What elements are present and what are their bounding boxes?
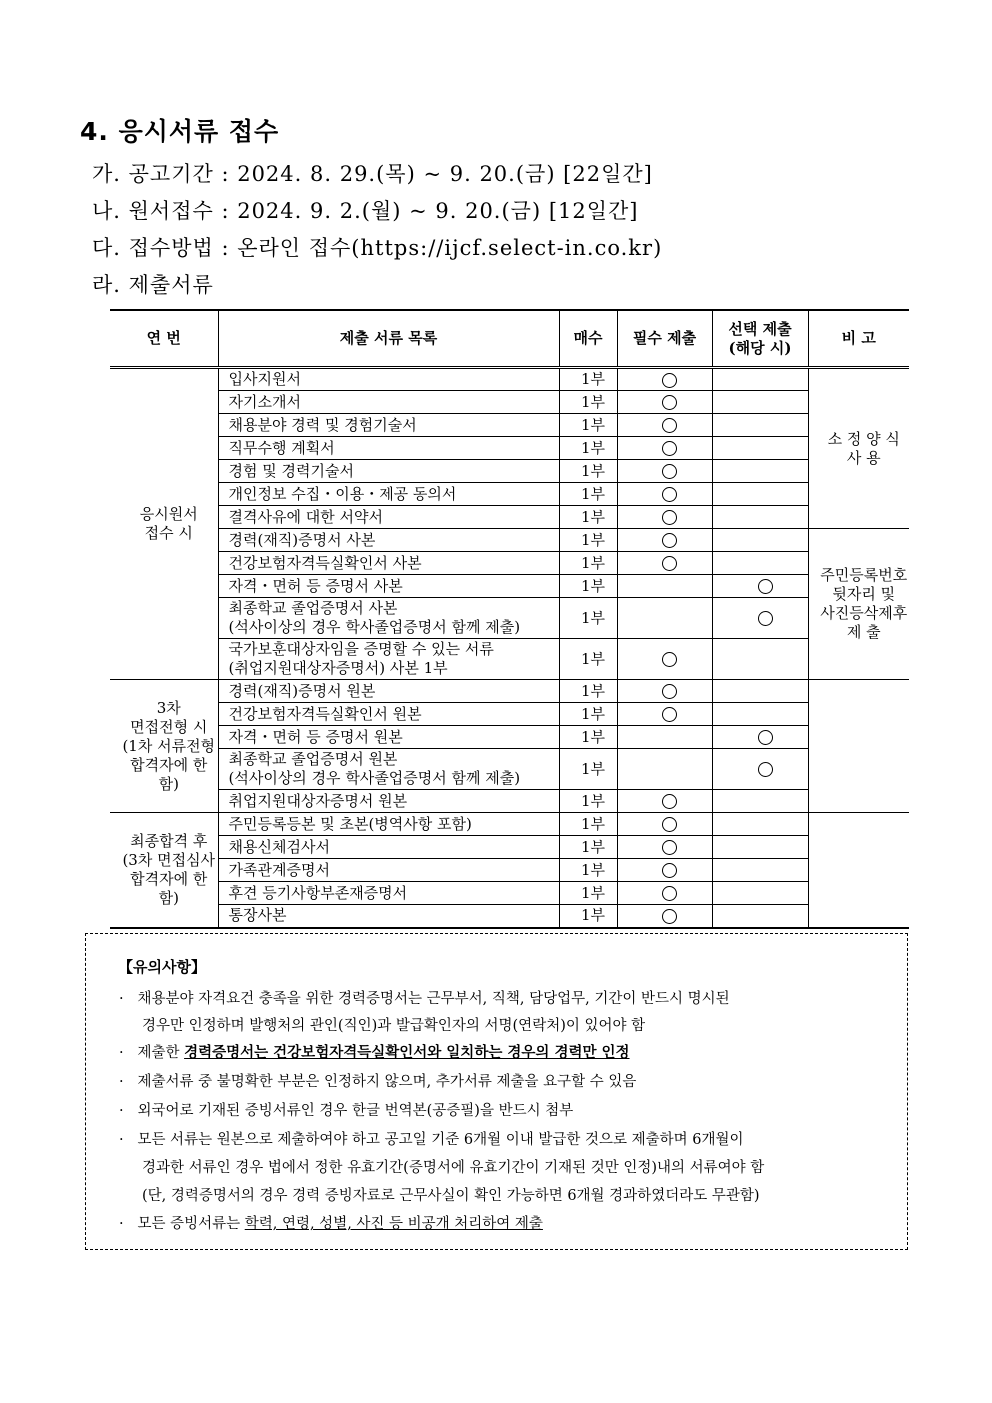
notice-title: 【유의사항】 (118, 958, 206, 976)
circle-mark (662, 817, 677, 832)
circle-mark (662, 707, 677, 722)
table-row (110, 813, 909, 836)
notice-item: · 제출한 경력증명서는 건강보험자격득실확인서와 일치하는 경우의 경력만 인정 (119, 1044, 630, 1061)
circle-mark (662, 418, 677, 433)
optional-mark-cell (712, 437, 808, 460)
table-header-row (110, 310, 909, 368)
table-row (110, 437, 909, 460)
table-row (110, 790, 909, 813)
document-name: 채용신체검사서 (218, 836, 559, 859)
circle-mark (662, 395, 677, 410)
category-cell: 3차 면접전형 시 (1차 서류전형 합격자에 한함) (110, 680, 218, 813)
document-count: 1부 (559, 460, 617, 483)
document-count: 1부 (559, 813, 617, 836)
header-number: 연 번 (110, 310, 218, 368)
optional-mark-cell (712, 680, 808, 703)
document-name: 취업지원대상자증명서 원본 (218, 790, 559, 813)
required-mark-cell (617, 529, 712, 552)
header-optional: 선택 제출 (해당 시) (712, 310, 808, 368)
required-mark-cell (617, 790, 712, 813)
document-name: 자격・면허 등 증명서 원본 (218, 726, 559, 749)
circle-mark (662, 533, 677, 548)
circle-mark (662, 373, 677, 388)
header-document-list: 제출 서류 목록 (218, 310, 559, 368)
document-count: 1부 (559, 575, 617, 598)
document-count: 1부 (559, 391, 617, 414)
table-row (110, 859, 909, 882)
table-row (110, 905, 909, 928)
circle-mark (662, 441, 677, 456)
table-row (110, 506, 909, 529)
remark-cell: 주민등록번호 뒷자리 및 사진등삭제후 제 출 (808, 529, 909, 680)
table-row (110, 749, 909, 790)
circle-mark (758, 579, 773, 594)
required-mark-cell (617, 836, 712, 859)
optional-mark-cell (712, 882, 808, 905)
table-row (110, 882, 909, 905)
document-name: 자기소개서 (218, 391, 559, 414)
optional-mark-cell (712, 529, 808, 552)
optional-mark-cell (712, 460, 808, 483)
table-row (110, 368, 909, 391)
optional-mark-cell (712, 483, 808, 506)
document-count: 1부 (559, 859, 617, 882)
required-mark-cell (617, 575, 712, 598)
info-documents-heading: 라. 제출서류 (92, 273, 214, 297)
table-row (110, 703, 909, 726)
section-title: 4. 응시서류 접수 (80, 117, 280, 146)
document-count: 1부 (559, 639, 617, 680)
required-mark-cell (617, 506, 712, 529)
document-name: 후견 등기사항부존재증명서 (218, 882, 559, 905)
optional-mark-cell (712, 703, 808, 726)
circle-mark (662, 652, 677, 667)
circle-mark (662, 794, 677, 809)
document-name: 건강보험자격득실확인서 원본 (218, 703, 559, 726)
notice-item-continued: (단, 경력증명서의 경우 경력 증빙자료로 근무사실이 확인 가능하면 6개월 경과하였더라도 무관함) (142, 1188, 760, 1204)
document-count: 1부 (559, 552, 617, 575)
document-name: 직무수행 계획서 (218, 437, 559, 460)
notice-emphasis: 경력증명서는 건강보험자격득실확인서와 일치하는 경우의 경력만 인정 (184, 1044, 630, 1061)
circle-mark (662, 487, 677, 502)
required-mark-cell (617, 726, 712, 749)
optional-mark-cell (712, 813, 808, 836)
circle-mark (758, 730, 773, 745)
required-mark-cell (617, 552, 712, 575)
optional-mark-cell (712, 836, 808, 859)
document-count: 1부 (559, 749, 617, 790)
table-row (110, 680, 909, 703)
header-required: 필수 제출 (617, 310, 712, 368)
optional-mark-cell (712, 414, 808, 437)
document-count: 1부 (559, 368, 617, 391)
info-application-period: 나. 원서접수 : 2024. 9. 2.(월) ~ 9. 20.(금) [12일간] (92, 199, 639, 223)
document-name: 주민등록등본 및 초본(병역사항 포함) (218, 813, 559, 836)
circle-mark (662, 840, 677, 855)
document-name: 통장사본 (218, 905, 559, 928)
optional-mark-cell (712, 575, 808, 598)
header-count: 매수 (559, 310, 617, 368)
document-name: 경력(재직)증명서 원본 (218, 680, 559, 703)
required-mark-cell (617, 749, 712, 790)
category-cell: 최종합격 후 (3차 면접심사 합격자에 한함) (110, 813, 218, 928)
document-count: 1부 (559, 790, 617, 813)
required-mark-cell (617, 639, 712, 680)
table-row (110, 575, 909, 598)
circle-mark (662, 510, 677, 525)
notice-item: · 모든 서류는 원본으로 제출하여야 하고 공고일 기준 6개월 이내 발급한 것으로 제출하며 6개월이 (119, 1132, 744, 1148)
notice-item: · 외국어로 기재된 증빙서류인 경우 한글 번역본(공증필)을 반드시 첨부 (119, 1103, 574, 1119)
required-mark-cell (617, 598, 712, 639)
info-announcement-period: 가. 공고기간 : 2024. 8. 29.(목) ~ 9. 20.(금) [22일간] (92, 162, 653, 186)
required-mark-cell (617, 460, 712, 483)
required-mark-cell (617, 703, 712, 726)
circle-mark (758, 762, 773, 777)
document-count: 1부 (559, 836, 617, 859)
required-mark-cell (617, 882, 712, 905)
optional-mark-cell (712, 391, 808, 414)
table-row (110, 414, 909, 437)
document-count: 1부 (559, 680, 617, 703)
document-count: 1부 (559, 905, 617, 928)
document-name: 최종학교 졸업증명서 원본 (석사이상의 경우 학사졸업증명서 함께 제출) (218, 749, 559, 790)
circle-mark (662, 909, 677, 924)
required-mark-cell (617, 414, 712, 437)
documents-table (110, 309, 909, 929)
document-name: 건강보험자격득실확인서 사본 (218, 552, 559, 575)
circle-mark (662, 886, 677, 901)
optional-mark-cell (712, 749, 808, 790)
optional-mark-cell (712, 552, 808, 575)
remark-cell (808, 680, 909, 813)
table-row (110, 836, 909, 859)
circle-mark (662, 684, 677, 699)
document-name: 개인정보 수집・이용・제공 동의서 (218, 483, 559, 506)
remark-cell (808, 813, 909, 928)
document-count: 1부 (559, 529, 617, 552)
notice-item: · 제출서류 중 불명확한 부분은 인정하지 않으며, 추가서류 제출을 요구할 수 있음 (119, 1074, 637, 1090)
info-application-method: 다. 접수방법 : 온라인 접수(https://ijcf.select-in.co.kr) (92, 236, 663, 260)
circle-mark (758, 611, 773, 626)
table-row (110, 639, 909, 680)
optional-mark-cell (712, 905, 808, 928)
optional-mark-cell (712, 859, 808, 882)
required-mark-cell (617, 368, 712, 391)
document-name: 최종학교 졸업증명서 사본 (석사이상의 경우 학사졸업증명서 함께 제출) (218, 598, 559, 639)
optional-mark-cell (712, 506, 808, 529)
table-row (110, 598, 909, 639)
document-name: 경험 및 경력기술서 (218, 460, 559, 483)
document-name: 국가보훈대상자임을 증명할 수 있는 서류 (취업지원대상자증명서) 사본 1부 (218, 639, 559, 680)
required-mark-cell (617, 391, 712, 414)
table-row (110, 552, 909, 575)
document-count: 1부 (559, 506, 617, 529)
required-mark-cell (617, 680, 712, 703)
required-mark-cell (617, 813, 712, 836)
header-remarks: 비 고 (808, 310, 909, 368)
document-count: 1부 (559, 598, 617, 639)
optional-mark-cell (712, 790, 808, 813)
category-cell: 응시원서 접수 시 (110, 368, 218, 680)
document-count: 1부 (559, 882, 617, 905)
notice-item-continued: 경우만 인정하며 발행처의 관인(직인)과 발급확인자의 서명(연락처)이 있어야 함 (142, 1018, 646, 1034)
circle-mark (662, 863, 677, 878)
required-mark-cell (617, 437, 712, 460)
notice-item-continued: 경과한 서류인 경우 법에서 정한 유효기간(증명서에 유효기간이 기재된 것만 인정)내의 서류여야 함 (142, 1160, 765, 1176)
document-name: 입사지원서 (218, 368, 559, 391)
optional-mark-cell (712, 598, 808, 639)
circle-mark (662, 464, 677, 479)
required-mark-cell (617, 859, 712, 882)
document-name: 채용분야 경력 및 경험기술서 (218, 414, 559, 437)
document-count: 1부 (559, 414, 617, 437)
circle-mark (662, 556, 677, 571)
notice-underline: 학력, 연령, 성별, 사진 등 비공개 처리하여 제출 (244, 1216, 543, 1232)
required-mark-cell (617, 905, 712, 928)
notice-item: · 채용분야 자격요건 충족을 위한 경력증명서는 근무부서, 직책, 담당업무, 기간이 반드시 명시된 (119, 991, 730, 1007)
document-count: 1부 (559, 703, 617, 726)
remark-cell: 소 정 양 식 사 용 (808, 368, 909, 529)
table-row (110, 391, 909, 414)
notice-box (85, 933, 908, 1250)
notice-item: · 모든 증빙서류는 학력, 연령, 성별, 사진 등 비공개 처리하여 제출 (119, 1216, 543, 1232)
document-name: 경력(재직)증명서 사본 (218, 529, 559, 552)
table-row (110, 529, 909, 552)
table-row (110, 483, 909, 506)
table-row (110, 460, 909, 483)
table-row (110, 726, 909, 749)
document-name: 가족관계증명서 (218, 859, 559, 882)
document-count: 1부 (559, 483, 617, 506)
required-mark-cell (617, 483, 712, 506)
document-count: 1부 (559, 726, 617, 749)
optional-mark-cell (712, 639, 808, 680)
document-name: 자격・면허 등 증명서 사본 (218, 575, 559, 598)
optional-mark-cell (712, 726, 808, 749)
document-name: 결격사유에 대한 서약서 (218, 506, 559, 529)
optional-mark-cell (712, 368, 808, 391)
document-count: 1부 (559, 437, 617, 460)
